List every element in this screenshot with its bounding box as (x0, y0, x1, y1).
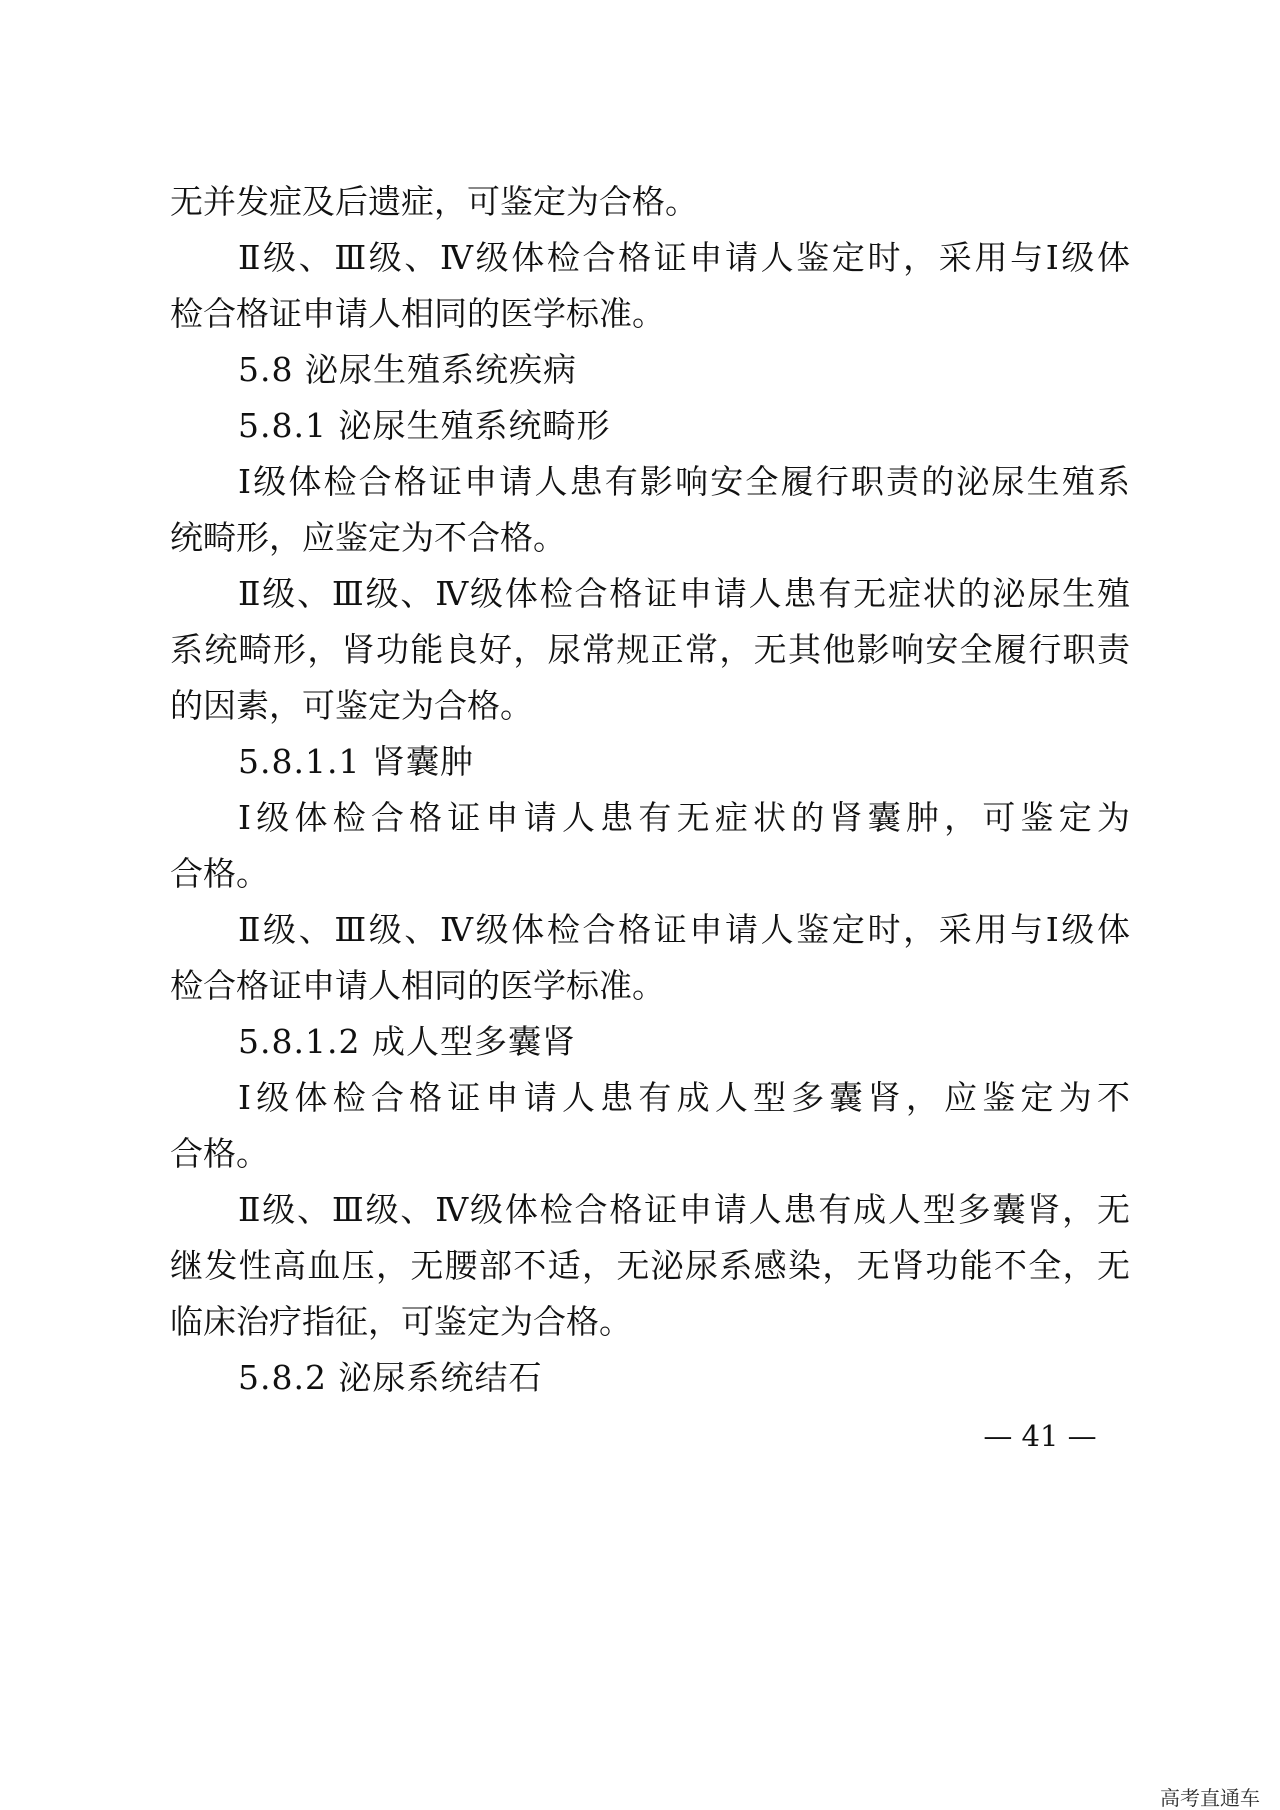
section-heading-5-8: 5.8 泌尿生殖系统疾病 (238, 350, 577, 389)
paragraph-line-3: 检合格证申请人相同的医学标准。 (170, 294, 665, 333)
paragraph-line-21: 临床治疗指征，可鉴定为合格。 (170, 1302, 632, 1341)
paragraph-line-9: 系统畸形，肾功能良好，尿常规正常，无其他影响安全履行职责 (170, 630, 1130, 669)
paragraph-line-17: Ⅰ级体检合格证申请人患有成人型多囊肾，应鉴定为不 (238, 1078, 1130, 1117)
paragraph-line-10: 的因素，可鉴定为合格。 (170, 686, 533, 725)
section-heading-5-8-1-1: 5.8.1.1 肾囊肿 (238, 742, 474, 781)
section-heading-5-8-2: 5.8.2 泌尿系统结石 (238, 1358, 543, 1397)
paragraph-line-2: Ⅱ级、Ⅲ级、Ⅳ级体检合格证申请人鉴定时，采用与Ⅰ级体 (238, 238, 1130, 277)
paragraph-line-6: Ⅰ级体检合格证申请人患有影响安全履行职责的泌尿生殖系 (238, 462, 1130, 501)
paragraph-line-15: 检合格证申请人相同的医学标准。 (170, 966, 665, 1005)
paragraph-line-8: Ⅱ级、Ⅲ级、Ⅳ级体检合格证申请人患有无症状的泌尿生殖 (238, 574, 1130, 613)
footer-brand: 高考直通车 (1160, 1786, 1260, 1810)
paragraph-line-1: 无并发症及后遗症，可鉴定为合格。 (170, 182, 698, 221)
paragraph-line-12: Ⅰ级体检合格证申请人患有无症状的肾囊肿，可鉴定为 (238, 798, 1130, 837)
paragraph-line-14: Ⅱ级、Ⅲ级、Ⅳ级体检合格证申请人鉴定时，采用与Ⅰ级体 (238, 910, 1130, 949)
paragraph-line-7: 统畸形，应鉴定为不合格。 (170, 518, 566, 557)
paragraph-line-20: 继发性高血压，无腰部不适，无泌尿系感染，无肾功能不全，无 (170, 1246, 1130, 1285)
paragraph-line-19: Ⅱ级、Ⅲ级、Ⅳ级体检合格证申请人患有成人型多囊肾，无 (238, 1190, 1130, 1229)
paragraph-line-13: 合格。 (170, 854, 269, 893)
page-number: — 41 — (983, 1419, 1097, 1453)
paragraph-line-18: 合格。 (170, 1134, 269, 1173)
section-heading-5-8-1: 5.8.1 泌尿生殖系统畸形 (238, 406, 611, 445)
section-heading-5-8-1-2: 5.8.1.2 成人型多囊肾 (238, 1022, 576, 1061)
